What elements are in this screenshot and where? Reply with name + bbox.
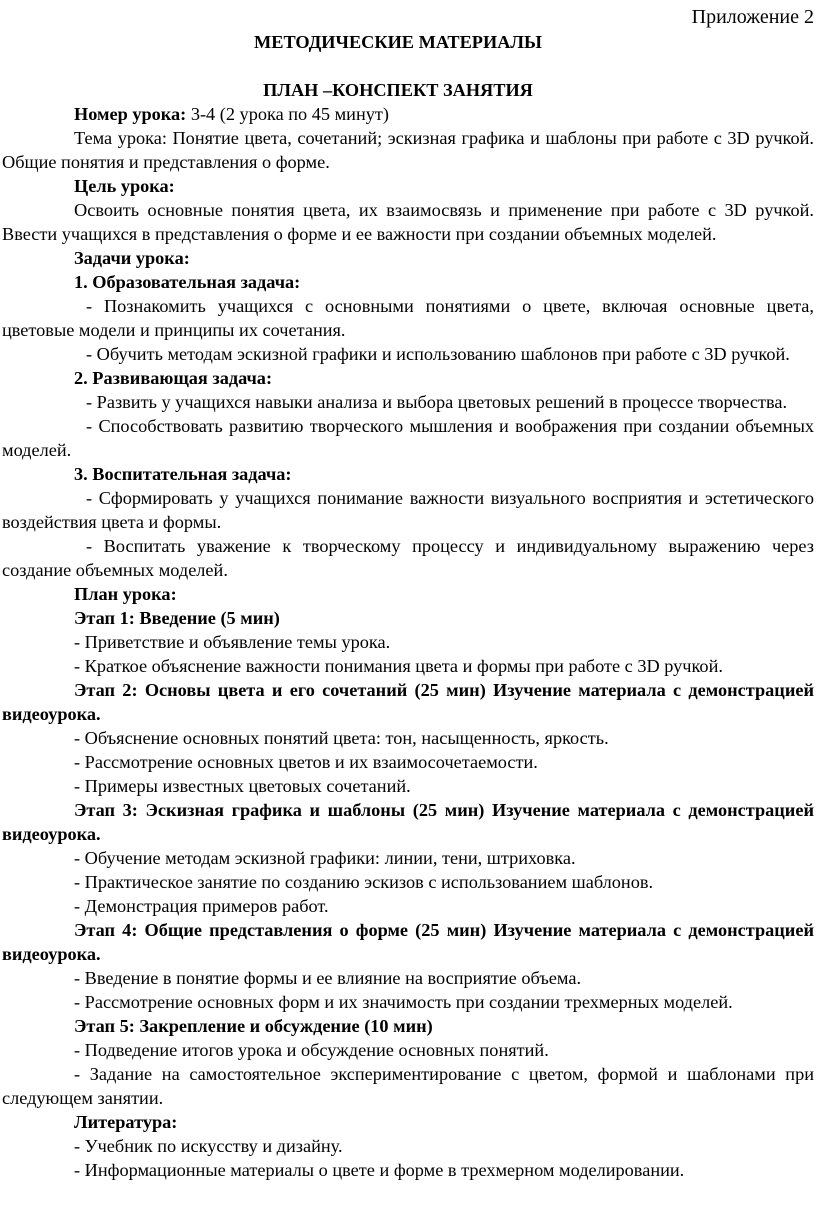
stage4-heading: Этап 4: Общие представления о форме (25 мин) Изучение материала с демонстрацией видеоурока.: [2, 920, 814, 964]
stage4-item: - Введение в понятие формы и ее влияние на восприятие объема.: [74, 968, 582, 988]
literature-item: - Информационные материалы о цвете и форме в трехмерном моделировании.: [74, 1160, 685, 1180]
stage3-item: - Обучение методам эскизной графики: линии, тени, штриховка.: [74, 848, 576, 868]
stage1-heading: Этап 1: Введение (5 мин): [74, 608, 280, 628]
plan-heading: План урока:: [74, 584, 177, 604]
tasks-heading: Задачи урока:: [74, 248, 190, 268]
appendix-label: Приложение 2: [691, 6, 814, 28]
stage3-item: - Практическое занятие по созданию эскизов с использованием шаблонов.: [74, 872, 654, 892]
task1-item: - Обучить методам эскизной графики и использованию шаблонов при работе с 3D ручкой.: [86, 344, 790, 364]
task1-heading: 1. Образовательная задача:: [74, 272, 301, 292]
lesson-number-label: Номер урока:: [74, 104, 187, 124]
lesson-number-value: 3-4 (2 урока по 45 минут): [186, 104, 389, 124]
goal-heading: Цель урока:: [74, 176, 175, 196]
stage2-item: - Рассмотрение основных цветов и их взаимосочетаемости.: [74, 752, 538, 772]
task2-item: - Развить у учащихся навыки анализа и выбора цветовых решений в процессе творчества.: [86, 392, 788, 412]
task3-item: - Сформировать у учащихся понимание важности визуального восприятия и эстетического воздействия цвета и формы.: [2, 488, 814, 532]
task2-heading: 2. Развивающая задача:: [74, 368, 273, 388]
task3-heading: 3. Воспитательная задача:: [74, 464, 292, 484]
task3-item: - Воспитать уважение к творческому процессу и индивидуальному выражению через создание объемных моделей.: [2, 536, 814, 580]
spacer: [2, 54, 814, 78]
stage2-item: - Объяснение основных понятий цвета: тон, насыщенность, яркость.: [74, 728, 609, 748]
stage5-item: - Задание на самостоятельное экспериментирование с цветом, формой и шаблонами при следующем занятии.: [2, 1064, 814, 1108]
stage4-item: - Рассмотрение основных форм и их значимость при создании трехмерных моделей.: [74, 992, 733, 1012]
lesson-topic: Тема урока: Понятие цвета, сочетаний; эскизная графика и шаблоны при работе с 3D ручкой. Общие понятия и представления о форме.: [2, 128, 814, 172]
stage1-item: - Приветствие и объявление темы урока.: [74, 632, 391, 652]
task2-item: - Способствовать развитию творческого мышления и воображения при создании объемных моделей.: [2, 416, 814, 460]
stage2-item: - Примеры известных цветовых сочетаний.: [74, 776, 411, 796]
goal-text: Освоить основные понятия цвета, их взаимосвязь и применение при работе с 3D ручкой. Ввести учащихся в представления о форме и ее важности при создании объемных моделей.: [2, 200, 814, 244]
literature-item: - Учебник по искусству и дизайну.: [74, 1136, 343, 1156]
stage5-heading: Этап 5: Закрепление и обсуждение (10 мин): [74, 1016, 433, 1036]
lesson-number: [2, 102, 814, 126]
stage2-heading: Этап 2: Основы цвета и его сочетаний (25 мин) Изучение материала с демонстрацией видеоурока.: [2, 680, 814, 724]
stage5-item: - Подведение итогов урока и обсуждение основных понятий.: [74, 1040, 549, 1060]
literature-heading: Литература:: [74, 1112, 178, 1132]
task1-item: - Познакомить учащихся с основными понятиями о цвете, включая основные цвета, цветовые модели и принципы их сочетания.: [2, 296, 814, 340]
stage1-item: - Краткое объяснение важности понимания цвета и формы при работе с 3D ручкой.: [74, 656, 723, 676]
stage3-heading: Этап 3: Эскизная графика и шаблоны (25 мин) Изучение материала с демонстрацией видеоурока.: [2, 800, 814, 844]
document-subtitle: ПЛАН –КОНСПЕКТ ЗАНЯТИЯ: [263, 80, 533, 100]
stage3-item: - Демонстрация примеров работ.: [74, 896, 329, 916]
document-title: МЕТОДИЧЕСКИЕ МАТЕРИАЛЫ: [254, 32, 542, 52]
